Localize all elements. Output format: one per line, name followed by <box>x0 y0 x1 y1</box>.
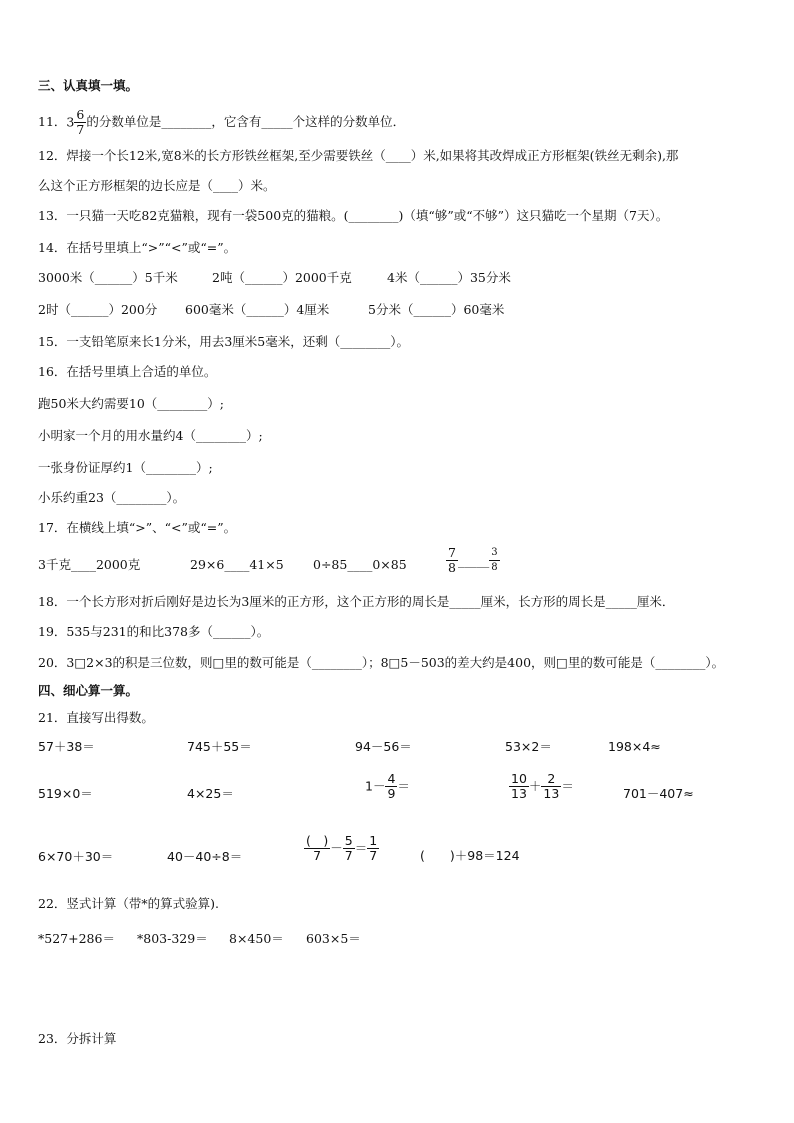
q21-r1-a: 57＋38＝ <box>38 739 95 754</box>
q21-r3-c <box>304 834 379 863</box>
q16-item-3: 一张身份证厚约1（________）; <box>38 460 213 475</box>
q21-r2d-fraction-1 <box>509 772 529 801</box>
q21-r2-c <box>365 772 410 801</box>
question-20: 20．3□2×3的积是三位数，则□里的数可能是（________）；8□5－503的差大约是400，则□里的数可能是（________）。 <box>38 655 725 670</box>
section-4-heading: 四、细心算一算。 <box>38 683 139 698</box>
q21-r1-e: 198×4≈ <box>608 739 661 754</box>
q17-a: 3千克____2000克 <box>38 557 141 572</box>
q21-r1-d: 53×2＝ <box>505 739 552 754</box>
q21-r2d-den-1: 13 <box>511 786 527 801</box>
q22-item-2: *803-329＝ <box>137 931 208 946</box>
q14-row2-a: 2时（______）200分 <box>38 302 158 317</box>
q21-r3c-den-3: 7 <box>369 848 378 863</box>
q21-r2c-fraction <box>385 772 397 801</box>
question-19: 19．535与231的和比378多（______）。 <box>38 624 270 639</box>
q16-item-4: 小乐约重23（________）。 <box>38 490 186 505</box>
q17-f2-numerator: 3 <box>489 546 499 561</box>
q21-r3c-eq: ＝ <box>354 840 368 856</box>
q21-r3c-fraction-2 <box>343 834 355 863</box>
question-15: 15．一支铅笔原来长1分米，用去3厘米5毫米，还剩（________）。 <box>38 334 410 349</box>
q21-r3c-minus: － <box>330 840 343 856</box>
question-22-title: 22．竖式计算（带*的算式验算). <box>38 896 220 911</box>
q11-denominator: 7 <box>76 122 85 137</box>
q14-row2-b: 600毫米（______）4厘米 <box>185 302 330 317</box>
q21-r2c-eq: ＝ <box>397 778 410 794</box>
q21-r3c-num-2: 5 <box>344 833 353 848</box>
q11-fraction <box>74 108 86 137</box>
question-12-line-2: 么这个正方形框架的边长应是（____）米。 <box>38 178 276 193</box>
q21-r2d-den-2: 13 <box>543 786 560 801</box>
section-3-heading: 三、认真填一填。 <box>38 78 139 93</box>
q22-item-4: 603×5＝ <box>306 931 361 946</box>
q21-r1-c: 94－56＝ <box>355 739 412 754</box>
q14-row2-c: 5分米（______）60毫米 <box>368 302 505 317</box>
q21-r3c-fraction-1 <box>304 834 330 863</box>
q14-row1-b: 2吨（______）2000千克 <box>212 270 352 285</box>
q21-r2c-pre: 1－ <box>365 778 386 794</box>
q21-r2-b: 4×25＝ <box>187 786 234 801</box>
q22-item-1: *527+286＝ <box>38 931 115 946</box>
q21-r3c-den-1: 7 <box>313 848 322 863</box>
q21-r2d-eq: ＝ <box>561 778 574 794</box>
question-16-title: 16．在括号里填上合适的单位。 <box>38 364 217 379</box>
question-21-title: 21．直接写出得数。 <box>38 710 154 725</box>
q17-f1-denominator: 8 <box>448 560 456 575</box>
q17-c: 0÷85____0×85 <box>313 557 407 572</box>
q21-r2-e: 701－407≈ <box>623 786 694 801</box>
q11-mixed-int: 3 <box>66 114 75 130</box>
question-11 <box>38 108 405 137</box>
q14-row1-c: 4米（______）35分米 <box>387 270 511 285</box>
question-12-line-1: 12．焊接一个长12米,宽8米的长方形铁丝框架,至少需要铁丝（____）米,如果将其改焊成正方形框架(铁丝无剩余),那 <box>38 148 679 163</box>
q11-text: 的分数单位是________，它含有_____个这样的分数单位． <box>86 114 406 129</box>
q21-r2c-numerator: 4 <box>387 771 396 786</box>
question-17-title: 17．在横线上填“>”、“<”或“=”。 <box>38 520 237 535</box>
q21-r3-d: ( )＋98＝124 <box>420 848 520 863</box>
q21-r2-d <box>509 772 574 801</box>
q17-f2-denominator: 8 <box>491 562 498 573</box>
q17-fraction-right <box>489 546 499 575</box>
q21-r3c-num-3: 1 <box>369 833 378 848</box>
q17-d <box>446 546 500 575</box>
q11-number: 11． <box>38 114 67 129</box>
q17-f1-numerator: 7 <box>448 545 456 560</box>
q11-numerator: 6 <box>76 107 85 122</box>
q21-r3-a: 6×70＋30＝ <box>38 849 114 864</box>
q17-fraction-left <box>446 546 458 575</box>
q22-item-3: 8×450＝ <box>229 931 284 946</box>
q17-d-blank: _____ <box>457 552 490 568</box>
q16-item-2: 小明家一个月的用水量约4（________）; <box>38 428 263 443</box>
q21-r2c-denominator: 9 <box>387 786 396 801</box>
question-13: 13．一只猫一天吃82克猫粮，现有一袋500克的猫粮。(________)（填“够”或“不够”）这只猫吃一个星期（7天）。 <box>38 208 669 223</box>
q21-r2-a: 519×0＝ <box>38 786 93 801</box>
q21-r1-b: 745＋55＝ <box>187 739 252 754</box>
q21-r2d-num-1: 10 <box>511 771 527 786</box>
q21-r3c-den-2: 7 <box>344 848 353 863</box>
q21-r2d-fraction-2 <box>541 772 561 801</box>
q21-r2d-plus: ＋ <box>528 778 542 794</box>
q17-b: 29×6____41×5 <box>190 557 284 572</box>
q21-r2d-num-2: 2 <box>541 772 561 787</box>
q14-row1-a: 3000米（______）5千米 <box>38 270 178 285</box>
q16-item-1: 跑50米大约需要10（________）; <box>38 396 225 411</box>
q21-r3c-fraction-3 <box>367 834 379 863</box>
q21-r3c-num-1: ( ) <box>306 833 329 848</box>
q21-r3-b: 40－40÷8＝ <box>167 849 243 864</box>
question-23: 23．分拆计算 <box>38 1031 117 1046</box>
question-18: 18．一个长方形对折后刚好是边长为3厘米的正方形，这个正方形的周长是_____厘米，长方形的周长是_____厘米． <box>38 594 675 609</box>
question-14-title: 14．在括号里填上“>”“<”或“=”。 <box>38 240 237 255</box>
